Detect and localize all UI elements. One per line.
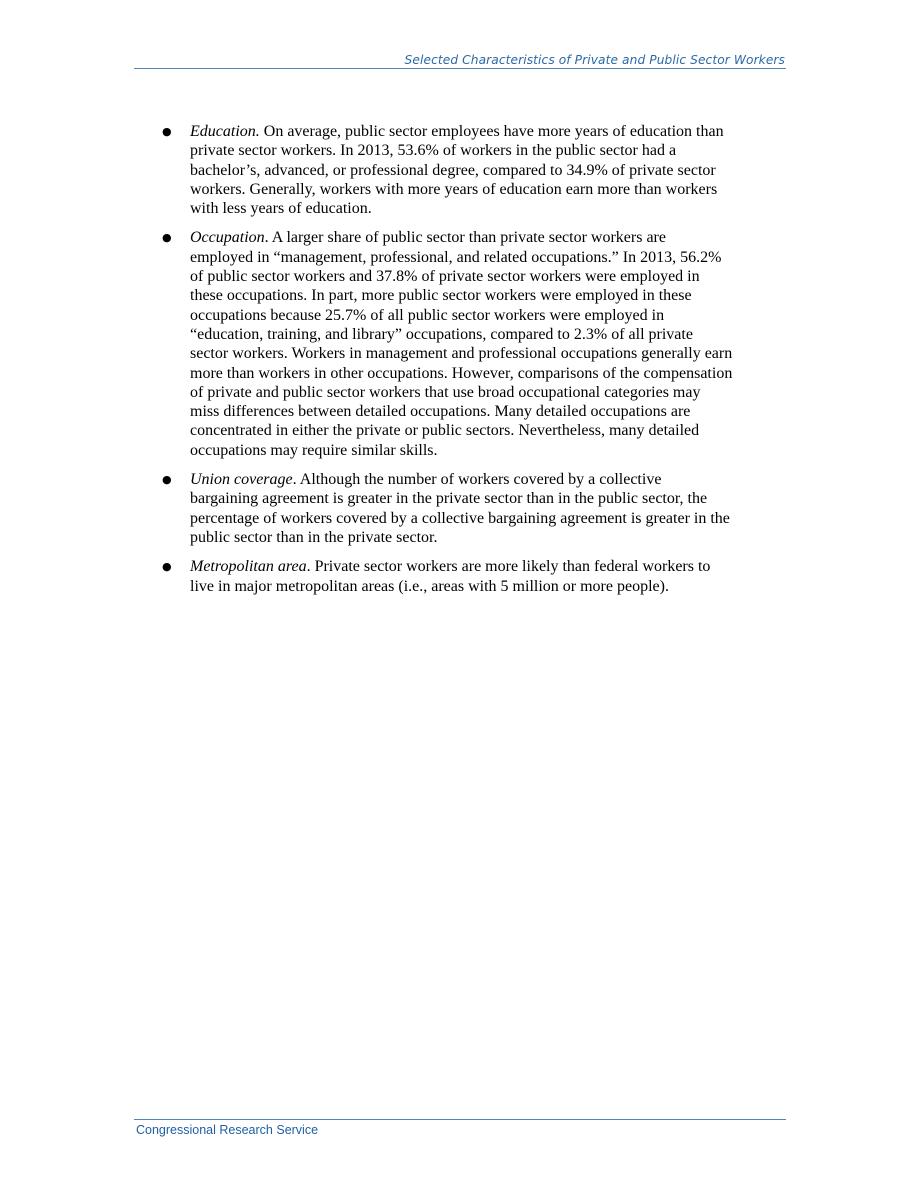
bullet-text: . Although the number of workers covered by a collective bargaining agreement is greater in the private sector than in the public sector, the percentage of workers covered by a collective bargaining agreement is greater in the public sector than in the private sector. <box>190 471 730 546</box>
bullet-dot-icon: ● <box>162 560 172 574</box>
header-rule <box>134 68 786 69</box>
bullet-term: Metropolitan area <box>190 558 307 576</box>
bullet-text: . A larger share of public sector than private sector workers are employed in “management, professional, and related occupations.” In 2013, 56.2% of public sector workers and 37.8% of private sector workers were employed in these occupations. In part, more public sector workers were employed in these occupations because 25.7% of all public sector workers were employed in “education, training, and library” occupations, compared to 2.3% of all private sector workers. Workers in management and professional occupations generally earn more than workers in other occupations. However, comparisons of the compensation of private and public sector workers that use broad occupational categories may miss differences between detailed occupations. Many detailed occupations are concentrated in either the private or public sectors. Nevertheless, many detailed occupations may require similar skills. <box>190 229 733 459</box>
bullet-text: . Private sector workers are more likely than federal workers to live in major metropolitan areas (i.e., areas with 5 million or more people). <box>190 558 711 595</box>
bullet-item-education <box>158 122 733 218</box>
running-header: Selected Characteristics of Private and Public Sector Workers <box>404 53 785 67</box>
bullet-term: Education. <box>190 123 260 140</box>
bullet-item-metropolitan-area <box>158 557 733 596</box>
bullet-dot-icon: ● <box>162 231 172 245</box>
bullet-dot-icon: ● <box>162 473 172 487</box>
bullet-text: On average, public sector employees have more years of education than private sector workers. In 2013, 53.6% of workers in the public sector had a bachelor’s, advanced, or professional degree, compared to 34.9% of private sector workers. Generally, workers with more years of education earn more than workers with less years of education. <box>190 123 724 218</box>
bullet-term: Union coverage <box>190 471 293 489</box>
bullet-item-occupation <box>158 228 733 460</box>
bullet-item-union-coverage <box>158 470 733 547</box>
bullet-term: Occupation <box>190 229 265 247</box>
bullet-list <box>158 122 733 606</box>
bullet-dot-icon: ● <box>162 125 172 138</box>
footer-organization: Congressional Research Service <box>136 1123 319 1137</box>
footer-rule <box>134 1119 786 1120</box>
